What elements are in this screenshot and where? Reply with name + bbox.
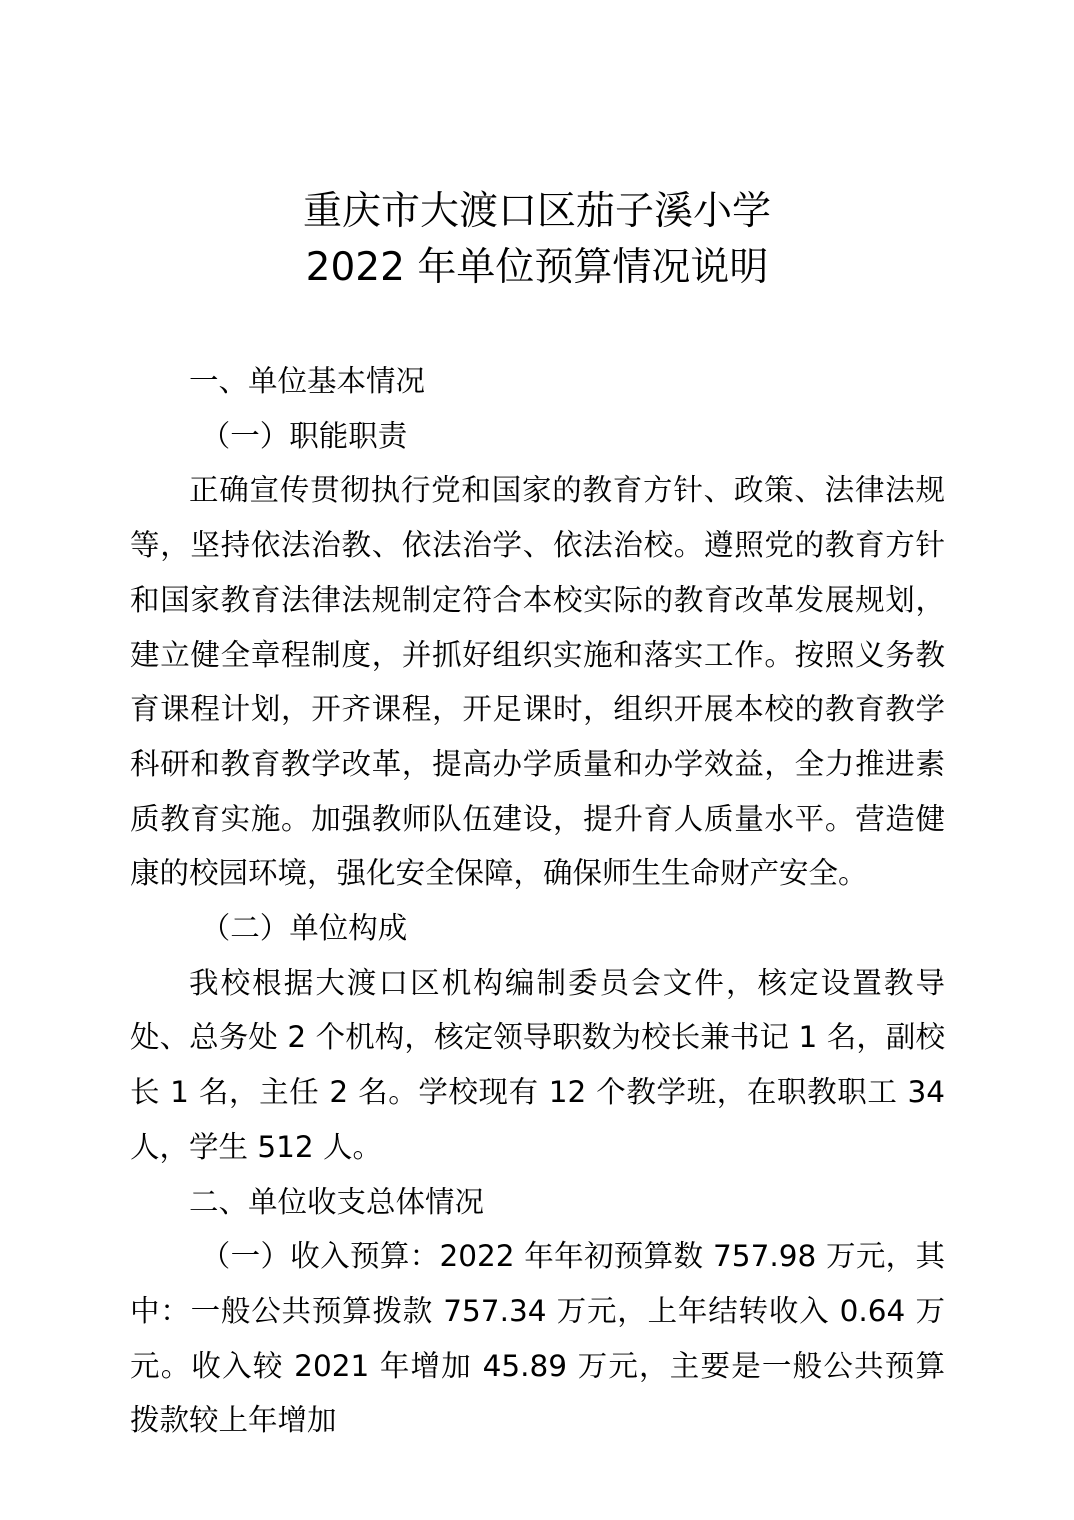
document-title-line2: 2022 年单位预算情况说明: [305, 245, 769, 290]
document-title-line1: 重庆市大渡口区茄子溪小学: [302, 189, 771, 234]
subsection-heading-composition: （二）单位构成: [200, 911, 408, 946]
section-heading-basic-info: 一、单位基本情况: [189, 364, 426, 398]
paragraph-income-budget: （一）收入预算：2022 年年初预算数 757.98 万元，其中：一般公共预算拨款 757.34 万元，上年结转收入 0.64 万元。收入较 2021 年增加 45.89 万元，主要是一般公共预算拨款较上年增加: [130, 1239, 945, 1438]
paragraph-composition: 我校根据大渡口区机构编制委员会文件，核定设置教导处、总务处 2 个机构，核定领导职数为校长兼书记 1 名，副校长 1 名，主任 2 名。学校现有 12 个教学班，在职教职工 34 人，学生 512 人。: [130, 965, 945, 1164]
subsection-heading-duties: （一）职能职责: [200, 418, 408, 453]
paragraph-duties: 正确宣传贯彻执行党和国家的教育方针、政策、法律法规等，坚持依法治教、依法治学、依法治校。遵照党的教育方针和国家教育法律法规制定符合本校实际的教育改革发展规划，建立健全章程制度，并抓好组织实施和落实工作。按照义务教育课程计划，开齐课程，开足课时，组织开展本校的教育教学科研和教育教学改革，提高办学质量和办学效益，全力推进素质教育实施。加强教师队伍建设，提升育人质量水平。营造健康的校园环境，强化安全保障，确保师生生命财产安全。: [130, 473, 945, 891]
document-body: [130, 354, 945, 1448]
section-heading-budget-overview: 二、单位收支总体情况: [189, 1184, 485, 1219]
